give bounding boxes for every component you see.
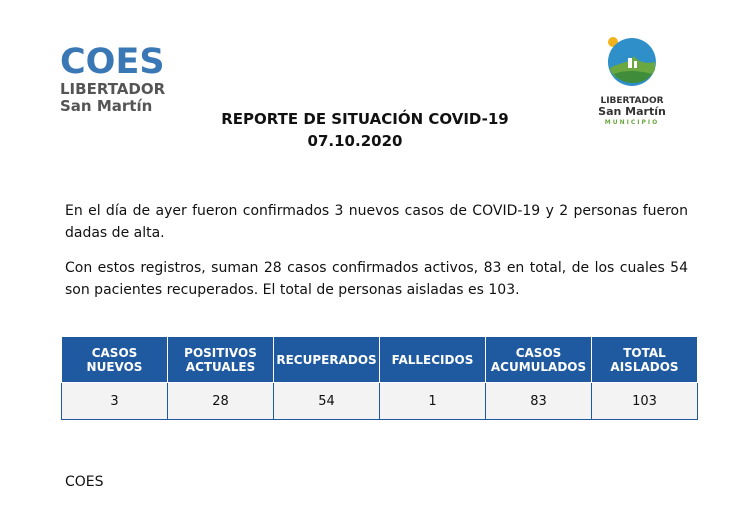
header-text: CASOS xyxy=(91,345,138,360)
stats-value-row xyxy=(62,383,698,420)
stats-header-row xyxy=(62,337,698,383)
header-positivos-actuales xyxy=(168,337,274,383)
footer-signature: COES xyxy=(65,474,104,490)
header-fallecidos xyxy=(380,337,486,383)
municipio-emblem-icon xyxy=(604,34,660,92)
municipio-logo-line1: LIBERTADOR xyxy=(600,96,664,106)
value-casos-nuevos: 3 xyxy=(62,383,168,420)
value-total-aislados: 103 xyxy=(592,383,698,420)
header-text: FALLECIDOS xyxy=(391,352,474,367)
report-date: 07.10.2020 xyxy=(307,132,403,150)
header-text: CASOS xyxy=(515,345,562,360)
value-casos-acumulados: 83 xyxy=(486,383,592,420)
header-recuperados xyxy=(274,337,380,383)
report-paragraph-2: Con estos registros, suman 28 casos confirmados activos, 83 en total, de los cuales 54 son pacientes recuperados. El total de personas aisladas es 103. xyxy=(65,260,688,298)
header-text: ACTUALES xyxy=(185,359,256,374)
header-total-aislados xyxy=(592,337,698,383)
coes-logo-line2: San Martín xyxy=(60,97,153,115)
value-recuperados: 54 xyxy=(274,383,380,420)
municipio-logo-line3: MUNICIPIO xyxy=(604,119,660,126)
header-casos-nuevos xyxy=(62,337,168,383)
stats-table xyxy=(61,336,698,420)
value-positivos-actuales: 28 xyxy=(168,383,274,420)
municipio-logo-line2: San Martín xyxy=(598,105,666,118)
header-text: POSITIVOS xyxy=(184,345,257,360)
header-casos-acumulados xyxy=(486,337,592,383)
header-text: RECUPERADOS xyxy=(276,352,377,367)
report-title: REPORTE DE SITUACIÓN COVID-19 xyxy=(221,110,509,128)
coes-logo-line1: LIBERTADOR xyxy=(60,80,166,98)
municipio-logo xyxy=(592,34,672,127)
coes-logo-brand: COES xyxy=(60,42,165,82)
header-text: AISLADOS xyxy=(610,359,679,374)
value-fallecidos: 1 xyxy=(380,383,486,420)
report-paragraph-1: En el día de ayer fueron confirmados 3 nuevos casos de COVID-19 y 2 personas fueron dadas de alta. xyxy=(65,203,688,241)
header-text: ACUMULADOS xyxy=(490,359,587,374)
coes-logo xyxy=(60,44,180,115)
header-text: TOTAL xyxy=(623,345,666,360)
header-text: NUEVOS xyxy=(86,359,143,374)
